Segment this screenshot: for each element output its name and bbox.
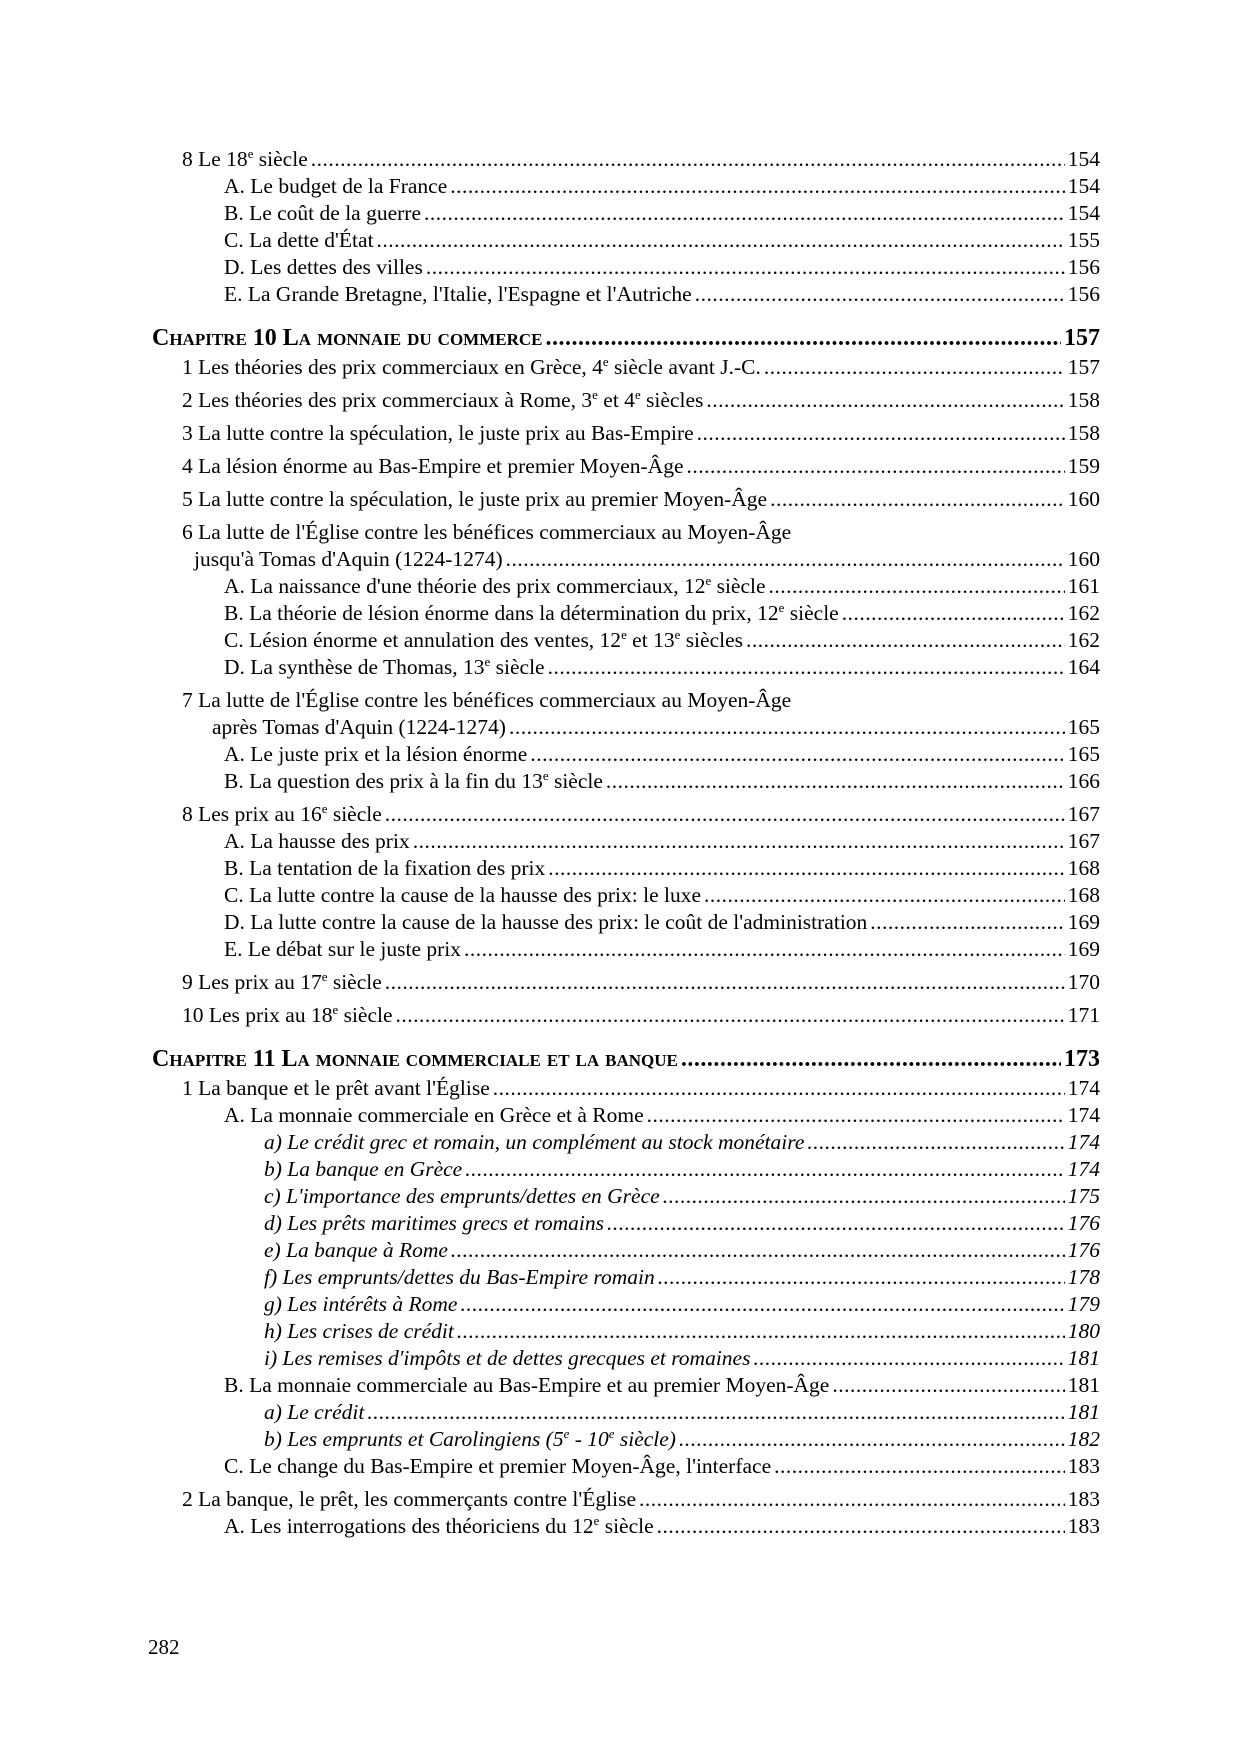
toc-page-number: 174 (1067, 1130, 1100, 1154)
toc-entry-title: D. Les dettes des villes (224, 255, 423, 279)
toc-entry (152, 1129, 1100, 1156)
dot-leader (385, 969, 1065, 996)
toc-entry-title: 2 La banque, le prêt, les commerçants contre l'Église (182, 1487, 637, 1511)
toc-entry (152, 173, 1100, 200)
toc-entry (152, 1372, 1100, 1399)
dot-leader (606, 768, 1065, 795)
toc-entry-title: C. Le change du Bas-Empire et premier Moyen-Âge, l'interface (224, 1454, 772, 1478)
dot-leader (465, 1156, 1065, 1183)
toc-page-number: 156 (1067, 282, 1100, 306)
toc-page-number: 174 (1067, 1076, 1100, 1100)
toc-entry (152, 969, 1100, 996)
toc-page-number: 168 (1067, 883, 1100, 907)
dot-leader (396, 1002, 1065, 1029)
toc-entry (152, 828, 1100, 855)
toc-entry-title: B. La question des prix à la fin du 13e siècle (224, 768, 603, 793)
toc-entry (152, 687, 1100, 714)
toc-page-number: 157 (1067, 355, 1100, 379)
toc-entry-title: 4 La lésion énorme au Bas-Empire et premier Moyen-Âge (182, 454, 684, 478)
dot-leader (695, 281, 1065, 308)
toc-page-number: 167 (1067, 802, 1100, 826)
dot-leader (764, 354, 1065, 381)
dot-leader (367, 1399, 1064, 1426)
toc-entry-title: i) Les remises d'impôts et de dettes grecques et romaines (264, 1346, 751, 1370)
dot-leader (506, 546, 1065, 573)
toc-page-number: 160 (1067, 487, 1100, 511)
toc-page-number: 169 (1067, 910, 1100, 934)
toc-entry-title: b) La banque en Grèce (264, 1157, 463, 1181)
toc-entry-title: 8 Les prix au 16e siècle (182, 801, 382, 826)
dot-leader (424, 200, 1065, 227)
toc-entry (152, 1426, 1100, 1453)
toc-entry (152, 936, 1100, 963)
dot-leader (704, 882, 1065, 909)
toc-entry (152, 573, 1100, 600)
toc-entry-title: 5 La lutte contre la spéculation, le juste prix au premier Moyen-Âge (182, 487, 768, 511)
toc-entry-title: a) Le crédit (264, 1400, 365, 1424)
toc-page-number: 157 (1064, 325, 1100, 351)
toc-page-number: 166 (1067, 769, 1100, 793)
toc-entry-title: Chapitre 10 La monnaie du commerce (152, 325, 543, 351)
dot-leader (769, 573, 1065, 600)
toc-entry (152, 519, 1100, 546)
dot-leader (548, 855, 1065, 882)
toc-page-number: 154 (1067, 174, 1100, 198)
toc-entry-title: B. La tentation de la fixation des prix (224, 856, 546, 880)
toc-page-number: 180 (1067, 1319, 1100, 1343)
toc-page-number: 176 (1067, 1211, 1100, 1235)
toc-entry-title: 3 La lutte contre la spéculation, le juste prix au Bas-Empire (182, 421, 694, 445)
toc-entry (152, 909, 1100, 936)
toc-entry-title: g) Les intérêts à Rome (264, 1292, 458, 1316)
dot-leader (639, 1486, 1065, 1513)
toc-entry-title: f) Les emprunts/dettes du Bas-Empire romain (264, 1265, 655, 1289)
toc-page-number: 170 (1067, 970, 1100, 994)
toc-entry (152, 882, 1100, 909)
toc-entry-title: c) L'importance des emprunts/dettes en Grèce (264, 1184, 660, 1208)
toc-entry (152, 281, 1100, 308)
toc-page-number: 154 (1067, 147, 1100, 171)
toc-entry (152, 420, 1100, 447)
toc-page-number: 168 (1067, 856, 1100, 880)
toc-entry-title: b) Les emprunts et Carolingiens (5e - 10e siècle) (264, 1426, 676, 1451)
dot-leader (770, 486, 1065, 513)
toc-entry (152, 1513, 1100, 1540)
toc-entry-title: 6 La lutte de l'Église contre les bénéfices commerciaux au Moyen-Âge (182, 520, 792, 544)
toc-entry-title: 1 La banque et le prêt avant l'Église (182, 1076, 490, 1100)
toc-entry (152, 1453, 1100, 1480)
toc-entry (152, 354, 1100, 381)
toc-entry (152, 1486, 1100, 1513)
toc-entry (152, 1264, 1100, 1291)
toc-entry-title: après Tomas d'Aquin (1224-1274) (212, 715, 506, 739)
toc-entry-title: 7 La lutte de l'Église contre les bénéfices commerciaux au Moyen-Âge (182, 688, 792, 712)
toc-page-number: 174 (1067, 1103, 1100, 1127)
toc-entry (152, 600, 1100, 627)
toc-entry (152, 1102, 1100, 1129)
dot-leader (681, 1043, 1061, 1075)
toc-entry (152, 741, 1100, 768)
toc-entry-title: Chapitre 11 La monnaie commerciale et la banque (152, 1046, 678, 1072)
toc-entry (152, 1156, 1100, 1183)
toc-entry-title: A. Le juste prix et la lésion énorme (224, 742, 528, 766)
dot-leader (647, 1102, 1065, 1129)
toc-entry (152, 1075, 1100, 1102)
toc-entry-title: D. La synthèse de Thomas, 13e siècle (224, 654, 545, 679)
dot-leader (426, 254, 1065, 281)
dot-leader (530, 741, 1064, 768)
toc-entry-title: B. Le coût de la guerre (224, 201, 421, 225)
toc-entry-title: C. Lésion énorme et annulation des ventes, 12e et 13e siècles (224, 627, 743, 652)
toc-page-number: 181 (1067, 1346, 1100, 1370)
toc-page-number: 158 (1067, 388, 1100, 412)
dot-leader (774, 1453, 1065, 1480)
toc-page-number: 169 (1067, 937, 1100, 961)
toc-entry-title: 9 Les prix au 17e siècle (182, 969, 382, 994)
toc-entry (152, 254, 1100, 281)
toc-page-number: 165 (1067, 715, 1100, 739)
toc-entry (152, 200, 1100, 227)
dot-leader (385, 801, 1065, 828)
dot-leader (450, 173, 1064, 200)
toc-entry (152, 801, 1100, 828)
toc-page-number: 175 (1067, 1184, 1100, 1208)
toc-page-number: 171 (1067, 1003, 1100, 1027)
dot-leader (663, 1183, 1065, 1210)
table-of-contents (152, 146, 1100, 1540)
toc-entry (152, 453, 1100, 480)
toc-entry (152, 855, 1100, 882)
dot-leader (464, 936, 1065, 963)
toc-entry (152, 1210, 1100, 1237)
toc-page-number: 183 (1067, 1487, 1100, 1511)
toc-entry (152, 1399, 1100, 1426)
toc-entry-title: C. La dette d'État (224, 228, 374, 252)
dot-leader (657, 1513, 1065, 1540)
toc-page-number: 167 (1067, 829, 1100, 853)
toc-page-number: 181 (1067, 1373, 1100, 1397)
toc-page-number: 161 (1067, 574, 1100, 598)
toc-page-number: 178 (1067, 1265, 1100, 1289)
dot-leader (546, 322, 1061, 354)
toc-entry-title: A. La monnaie commerciale en Grèce et à Rome (224, 1103, 644, 1127)
toc-page-number: 162 (1067, 601, 1100, 625)
toc-entry-title: C. La lutte contre la cause de la hausse des prix: le luxe (224, 883, 702, 907)
toc-entry (152, 714, 1100, 741)
toc-page-number: 183 (1067, 1514, 1100, 1538)
toc-entry (152, 486, 1100, 513)
toc-entry (152, 627, 1100, 654)
toc-entry-title: d) Les prêts maritimes grecs et romains (264, 1211, 605, 1235)
toc-entry (152, 146, 1100, 173)
toc-entry-title: a) Le crédit grec et romain, un complément au stock monétaire (264, 1130, 805, 1154)
toc-page-number: 183 (1067, 1454, 1100, 1478)
dot-leader (832, 1372, 1064, 1399)
toc-entry (152, 654, 1100, 681)
toc-page-number: 164 (1067, 655, 1100, 679)
toc-entry-title: B. La monnaie commerciale au Bas-Empire et au premier Moyen-Âge (224, 1373, 830, 1397)
toc-page-number: 154 (1067, 201, 1100, 225)
toc-entry-title: A. Le budget de la France (224, 174, 448, 198)
dot-leader (687, 453, 1065, 480)
dot-leader (493, 1075, 1065, 1102)
toc-entry (152, 1318, 1100, 1345)
dot-leader (460, 1291, 1064, 1318)
dot-leader (870, 909, 1064, 936)
dot-leader (451, 1237, 1065, 1264)
toc-chapter-entry (152, 322, 1100, 354)
dot-leader (753, 1345, 1064, 1372)
toc-page-number: 181 (1067, 1400, 1100, 1424)
dot-leader (697, 420, 1065, 447)
toc-page-number: 156 (1067, 255, 1100, 279)
toc-entry-title: A. Les interrogations des théoriciens du 12e siècle (224, 1513, 654, 1538)
toc-page-number: 155 (1067, 228, 1100, 252)
toc-chapter-entry (152, 1043, 1100, 1075)
toc-page-number: 160 (1067, 547, 1100, 571)
toc-page-number: 158 (1067, 421, 1100, 445)
dot-leader (509, 714, 1065, 741)
toc-page-number: 174 (1067, 1157, 1100, 1181)
dot-leader (807, 1129, 1064, 1156)
page-number: 282 (148, 1635, 180, 1659)
toc-entry (152, 546, 1100, 573)
dot-leader (377, 227, 1065, 254)
dot-leader (658, 1264, 1065, 1291)
toc-entry-title: 1 Les théories des prix commerciaux en Grèce, 4e siècle avant J.-C. (182, 354, 761, 379)
toc-entry (152, 1183, 1100, 1210)
toc-entry (152, 227, 1100, 254)
toc-page-number: 176 (1067, 1238, 1100, 1262)
toc-page-number: 182 (1067, 1427, 1100, 1451)
toc-entry-title: 8 Le 18e siècle (182, 146, 308, 171)
dot-leader (679, 1426, 1065, 1453)
toc-entry (152, 768, 1100, 795)
toc-page-number: 165 (1067, 742, 1100, 766)
toc-page-number: 179 (1067, 1292, 1100, 1316)
toc-entry-title: e) La banque à Rome (264, 1238, 448, 1262)
toc-entry-title: 10 Les prix au 18e siècle (182, 1002, 393, 1027)
toc-entry (152, 387, 1100, 414)
dot-leader (706, 387, 1064, 414)
toc-page-number: 173 (1064, 1046, 1100, 1072)
dot-leader (548, 654, 1065, 681)
toc-entry-title: jusqu'à Tomas d'Aquin (1224-1274) (194, 547, 503, 571)
toc-entry-title: B. La théorie de lésion énorme dans la détermination du prix, 12e siècle (224, 600, 839, 625)
toc-entry-title: h) Les crises de crédit (264, 1319, 454, 1343)
toc-entry (152, 1291, 1100, 1318)
toc-page-number: 159 (1067, 454, 1100, 478)
dot-leader (413, 828, 1065, 855)
dot-leader (746, 627, 1065, 654)
toc-entry (152, 1345, 1100, 1372)
toc-entry-title: D. La lutte contre la cause de la hausse des prix: le coût de l'administration (224, 910, 868, 934)
toc-page-number: 162 (1067, 628, 1100, 652)
toc-entry-title: E. La Grande Bretagne, l'Italie, l'Espagne et l'Autriche (224, 282, 692, 306)
toc-entry-title: A. La hausse des prix (224, 829, 410, 853)
dot-leader (842, 600, 1065, 627)
dot-leader (457, 1318, 1065, 1345)
toc-entry-title: 2 Les théories des prix commerciaux à Rome, 3e et 4e siècles (182, 387, 704, 412)
toc-entry (152, 1237, 1100, 1264)
toc-entry-title: E. Le débat sur le juste prix (224, 937, 462, 961)
dot-leader (607, 1210, 1065, 1237)
toc-entry (152, 1002, 1100, 1029)
toc-entry-title: A. La naissance d'une théorie des prix commerciaux, 12e siècle (224, 573, 766, 598)
dot-leader (311, 146, 1065, 173)
